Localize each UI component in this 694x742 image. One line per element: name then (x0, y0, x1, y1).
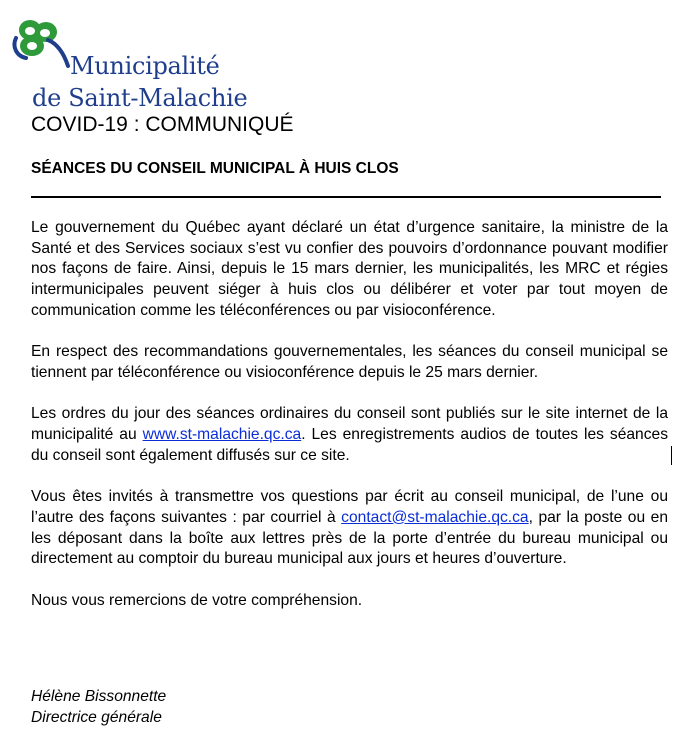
email-link[interactable]: contact@st-malachie.qc.ca (341, 508, 529, 526)
logo-line-2: de Saint-Malachie (32, 84, 248, 112)
paragraph-4-start: Vous êtes invités à transmettre vos questions par écrit au conseil municipal, de l’une ou l’autre des façons suivantes : par courriel à (31, 488, 668, 526)
signatory-name: Hélène Bissonnette (31, 688, 167, 705)
paragraph-4 (31, 487, 668, 570)
clover-icon (8, 14, 70, 76)
page-title: COVID-19 : COMMUNIQUÉ (31, 113, 294, 136)
text-cursor (671, 446, 672, 465)
paragraph-5: Nous vous remercions de votre compréhension. (31, 591, 363, 609)
logo-line-1: Municipalité (70, 52, 220, 80)
paragraph-4-end: , par la poste ou en les déposant dans la boîte aux lettres près de la porte d’entrée du bureau municipal ou directement au comptoir du bureau municipal aux jours et heures d’ouverture. (31, 508, 668, 568)
signature-block (31, 687, 166, 728)
municipality-logo (8, 14, 288, 112)
website-link[interactable]: www.st-malachie.qc.ca (142, 426, 302, 443)
paragraph-3-start: Les ordres du jour des séances ordinaires du conseil sont publiés sur le site internet de la municipalité au (31, 405, 668, 443)
paragraph-3-end: . Les enregistrements audios de toutes les séances du conseil sont également diffusés sur ce site. (31, 426, 668, 464)
section-title: SÉANCES DU CONSEIL MUNICIPAL À HUIS CLOS (31, 160, 399, 177)
divider (31, 196, 661, 198)
paragraph-2: En respect des recommandations gouvernementales, les séances du conseil municipal se tiennent par téléconférence ou visioconférence depuis le 25 mars dernier. (31, 343, 668, 381)
paragraph-3 (31, 404, 668, 466)
signatory-title: Directrice générale (31, 708, 162, 726)
communique-body (31, 218, 668, 632)
paragraph-1: Le gouvernement du Québec ayant déclaré un état d’urgence sanitaire, la ministre de la Santé et des Services sociaux s’est vu confier des pouvoirs d’ordonnance pouvant modifier nos façons de faire. Ainsi, depuis le 15 mars dernier, les municipalités, les MRC et régies intermunicipales peuvent siéger à huis clos ou délibérer et voter par tout moyen de communication comme les téléconférences ou par visioconférence. (31, 219, 668, 319)
